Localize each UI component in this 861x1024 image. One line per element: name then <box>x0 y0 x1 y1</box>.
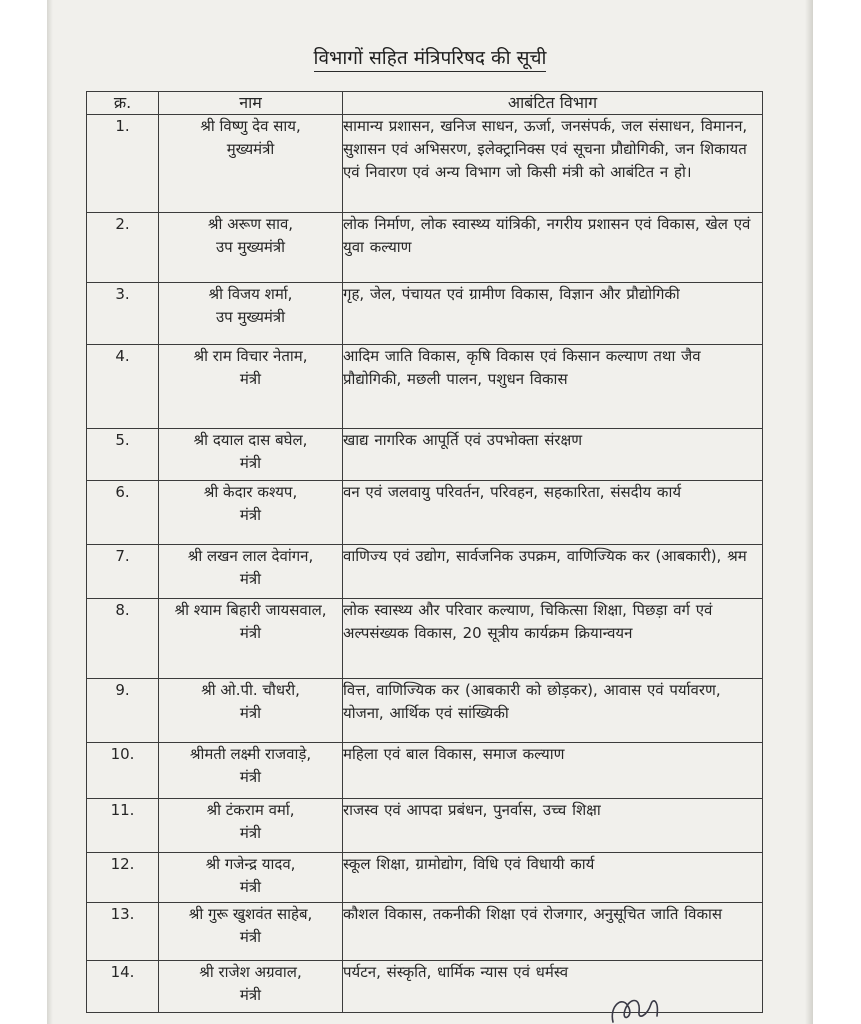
minister-cell <box>159 429 343 481</box>
minister-name: श्री दयाल दास बघेल, <box>193 431 308 449</box>
minister-role: मंत्री <box>239 454 262 472</box>
allocated-departments: राजस्व एवं आपदा प्रबंधन, पुनर्वास, उच्च शिक्षा <box>343 799 763 853</box>
table-header-row <box>87 92 763 115</box>
minister-role: मंत्री <box>239 624 262 642</box>
allocated-departments: स्कूल शिक्षा, ग्रामोद्योग, विधि एवं विधायी कार्य <box>343 853 763 903</box>
minister-name: श्री केदार कश्यप, <box>203 483 298 501</box>
minister-name: श्री लखन लाल देवांगन, <box>187 547 314 565</box>
serial-number: 5. <box>87 429 159 481</box>
minister-role: मंत्री <box>239 768 262 786</box>
minister-name: श्री गजेन्द्र यादव, <box>205 855 296 873</box>
minister-role: उप मुख्यमंत्री <box>215 308 286 326</box>
table-row <box>87 853 763 903</box>
cabinet-table <box>86 91 763 1013</box>
minister-cell <box>159 743 343 799</box>
minister-name: श्री अरूण साव, <box>207 215 294 233</box>
serial-number: 6. <box>87 481 159 545</box>
allocated-departments: कौशल विकास, तकनीकी शिक्षा एवं रोजगार, अनुसूचित जाति विकास <box>343 903 763 961</box>
minister-role: मंत्री <box>239 986 262 1004</box>
minister-role: मंत्री <box>239 824 262 842</box>
serial-number: 3. <box>87 283 159 345</box>
minister-cell <box>159 481 343 545</box>
minister-cell <box>159 213 343 283</box>
minister-role: मुख्यमंत्री <box>226 140 275 158</box>
minister-cell <box>159 961 343 1013</box>
minister-name: श्री विष्णु देव साय, <box>200 117 301 135</box>
allocated-departments: सामान्य प्रशासन, खनिज साधन, ऊर्जा, जनसंपर्क, जल संसाधन, विमानन, सुशासन एवं अभिसरण, इलेक्ट्रानिक्स एवं सूचना प्रौद्योगिकी, जन शिकायत एवं निवारण एवं अन्य विभाग जो किसी मंत्री को आबंटित न हो। <box>343 115 763 213</box>
minister-name: श्री श्याम बिहारी जायसवाल, <box>174 601 327 619</box>
signature-mark <box>607 986 677 1024</box>
page-edge-shadow-right <box>805 0 813 1024</box>
allocated-departments: लोक स्वास्थ्य और परिवार कल्याण, चिकित्सा शिक्षा, पिछड़ा वर्ग एवं अल्पसंख्यक विकास, 20 सूत्रीय कार्यक्रम क्रियान्वयन <box>343 599 763 679</box>
serial-number: 8. <box>87 599 159 679</box>
minister-name: श्री ओ.पी. चौधरी, <box>201 681 300 699</box>
minister-cell <box>159 545 343 599</box>
minister-cell <box>159 115 343 213</box>
allocated-departments: खाद्य नागरिक आपूर्ति एवं उपभोक्ता संरक्षण <box>343 429 763 481</box>
document-title <box>47 44 813 70</box>
minister-cell <box>159 679 343 743</box>
document-title-text: विभागों सहित मंत्रिपरिषद की सूची <box>314 47 547 72</box>
allocated-departments: गृह, जेल, पंचायत एवं ग्रामीण विकास, विज्ञान और प्रौद्योगिकी <box>343 283 763 345</box>
minister-cell <box>159 283 343 345</box>
minister-name: श्री राजेश अग्रवाल, <box>199 963 302 981</box>
minister-role: मंत्री <box>239 878 262 896</box>
minister-role: मंत्री <box>239 506 262 524</box>
table-row <box>87 429 763 481</box>
serial-number: 7. <box>87 545 159 599</box>
minister-cell <box>159 853 343 903</box>
table-body <box>87 115 763 1013</box>
minister-role: मंत्री <box>239 928 262 946</box>
table-row <box>87 545 763 599</box>
minister-name: श्री विजय शर्मा, <box>208 285 293 303</box>
allocated-departments: वन एवं जलवायु परिवर्तन, परिवहन, सहकारिता, संसदीय कार्य <box>343 481 763 545</box>
serial-number: 1. <box>87 115 159 213</box>
allocated-departments: महिला एवं बाल विकास, समाज कल्याण <box>343 743 763 799</box>
table-row <box>87 799 763 853</box>
table-row <box>87 481 763 545</box>
table-row <box>87 903 763 961</box>
minister-name: श्रीमती लक्ष्मी राजवाड़े, <box>189 745 312 763</box>
document-page <box>47 0 813 1024</box>
allocated-departments: लोक निर्माण, लोक स्वास्थ्य यांत्रिकी, नगरीय प्रशासन एवं विकास, खेल एवं युवा कल्याण <box>343 213 763 283</box>
minister-role: मंत्री <box>239 370 262 388</box>
table-row <box>87 599 763 679</box>
minister-cell <box>159 345 343 429</box>
allocated-departments: पर्यटन, संस्कृति, धार्मिक न्यास एवं धर्मस्व <box>343 961 763 1013</box>
serial-number: 4. <box>87 345 159 429</box>
table-row <box>87 283 763 345</box>
allocated-departments: वाणिज्य एवं उद्योग, सार्वजनिक उपक्रम, वाणिज्यिक कर (आबकारी), श्रम <box>343 545 763 599</box>
table-row <box>87 213 763 283</box>
minister-role: मंत्री <box>239 704 262 722</box>
serial-number: 2. <box>87 213 159 283</box>
serial-number: 12. <box>87 853 159 903</box>
allocated-departments: आदिम जाति विकास, कृषि विकास एवं किसान कल्याण तथा जैव प्रौद्योगिकी, मछली पालन, पशुधन विकास <box>343 345 763 429</box>
serial-number: 10. <box>87 743 159 799</box>
minister-name: श्री टंकराम वर्मा, <box>206 801 295 819</box>
allocated-departments: वित्त, वाणिज्यिक कर (आबकारी को छोड़कर), आवास एवं पर्यावरण, योजना, आर्थिक एवं सांख्यिकी <box>343 679 763 743</box>
serial-number: 14. <box>87 961 159 1013</box>
table-row <box>87 345 763 429</box>
minister-cell <box>159 799 343 853</box>
minister-name: श्री गुरू खुशवंत साहेब, <box>188 905 313 923</box>
minister-cell <box>159 599 343 679</box>
table-row <box>87 115 763 213</box>
header-name: नाम <box>159 92 343 115</box>
minister-cell <box>159 903 343 961</box>
page-edge-shadow-left <box>47 0 53 1024</box>
table-row <box>87 743 763 799</box>
header-serial-number: क्र. <box>87 92 159 115</box>
minister-role: मंत्री <box>239 570 262 588</box>
minister-name: श्री राम विचार नेताम, <box>193 347 308 365</box>
serial-number: 13. <box>87 903 159 961</box>
serial-number: 9. <box>87 679 159 743</box>
serial-number: 11. <box>87 799 159 853</box>
header-departments: आबंटित विभाग <box>343 92 763 115</box>
minister-role: उप मुख्यमंत्री <box>215 238 286 256</box>
table-row <box>87 679 763 743</box>
